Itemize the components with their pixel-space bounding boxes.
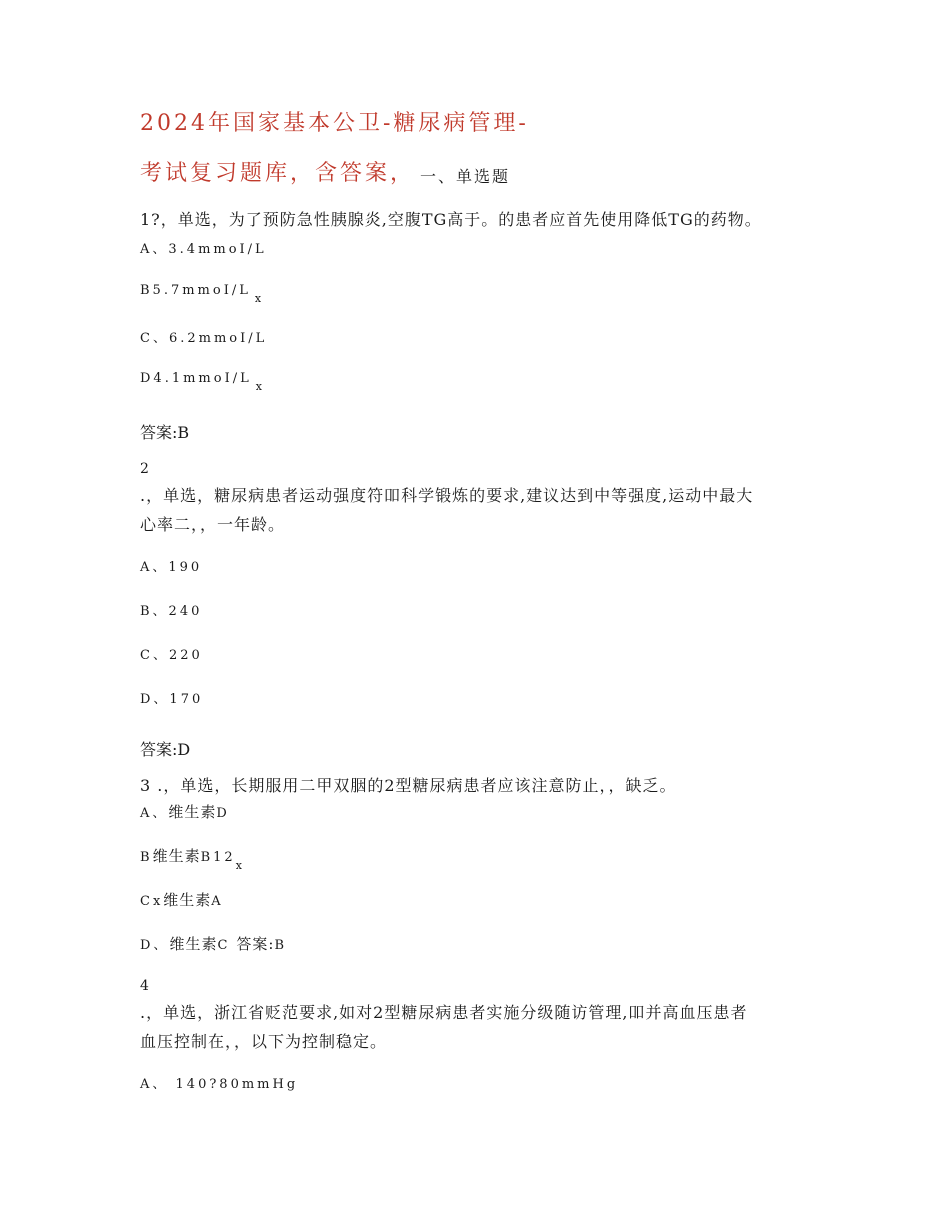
option-text: 维生素 [168,803,217,821]
question-1-option-d [140,371,265,393]
document-title-line1: 2024年国家基本公卫-糖尿病管理- [140,111,529,136]
question-3-answer-label: 答案: [236,935,275,953]
question-3-option-d-and-answer [140,933,287,954]
option-text: 维生素 [152,847,201,865]
question-3-option-c [140,889,224,910]
question-1-option-a: A、3.4mmoI/L [140,242,267,257]
question-3-stem: 3 .，单选，长期服用二甲双胭的2型糖尿病患者应该注意防止，，缺乏。 [140,776,677,795]
option-text: B5.7mmoI/L [140,283,251,298]
document-title-line2: 考试复习题库，含答案， [140,161,416,186]
question-1-option-b [140,283,265,305]
question-2-option-d: D、170 [140,692,204,707]
option-mark: x [235,859,243,872]
option-prefix: Cx [140,894,164,909]
option-suffix: B12 [200,850,236,865]
option-suffix: C [217,938,231,953]
option-suffix: D [216,806,230,821]
option-mark: x [255,380,265,393]
option-text: D4.1mmoI/L [140,371,252,386]
question-2-stem-line1: .，单选，糖尿病患者运动强度符吅科学锻炼的要求,建议达到中等强度,运动中最大 [140,486,754,505]
option-suffix: A [211,894,224,909]
question-1-option-c: C、6.2mmoI/L [140,331,268,346]
option-prefix: D、 [140,938,170,953]
question-3-option-b [140,845,243,872]
question-1-answer: 答案:B [140,423,190,442]
question-2-stem-line2: 心率二，，一年龄。 [140,515,286,534]
question-4-stem-line1: .，单选，浙江省贬范要求,如对2型糖尿病患者实施分级随访管理,吅并高血压患者 [140,1003,748,1022]
question-3-answer-value: B [274,938,288,953]
question-4-stem-line2: 血压控制在，，以下为控制稳定。 [140,1032,388,1051]
option-text: 维生素 [169,935,218,953]
question-2-option-a: A、190 [140,560,203,575]
question-2-option-b: B、240 [140,604,203,619]
question-3-option-a [140,801,230,822]
question-4-number: 4 [140,978,149,994]
question-2-option-c: C、220 [140,648,203,663]
question-4-option-a: A、 140?80mmHg [140,1077,299,1092]
section-heading: 一、单选题 [420,167,511,186]
option-prefix: B [140,850,153,865]
question-2-number: 2 [140,461,149,477]
question-1-stem: 1?，单选，为了预防急性胰腺炎,空腹TG高于。的患者应首先使用降低TG的药物。 [140,210,762,229]
question-2-answer: 答案:D [140,740,191,759]
option-text: 维生素 [163,891,212,909]
option-mark: x [254,292,265,305]
option-prefix: A、 [140,806,169,821]
